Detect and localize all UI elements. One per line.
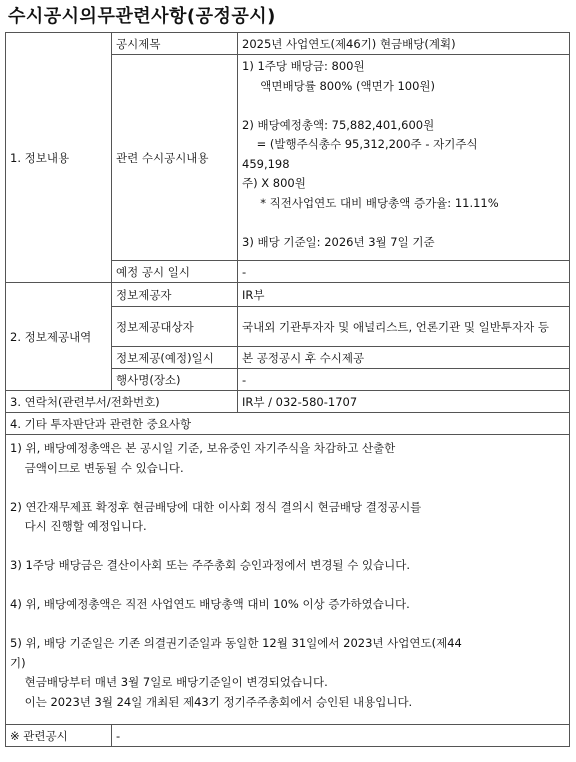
text-line (10, 478, 565, 498)
content-label: 관련 수시공시내용 (112, 55, 238, 261)
table-row (6, 283, 570, 307)
text-line: 5) 위, 배당 기준일은 기존 의결권기준일과 동일한 12월 31일에서 2023년 사업연도(제44 (10, 636, 462, 650)
content-lines (242, 57, 565, 252)
text-line (242, 96, 565, 116)
text-line: 현금배당부터 매년 3월 7일로 배당기준일이 변경되었습니다. (10, 675, 328, 689)
text-line: 3) 1주당 배당금은 결산이사회 또는 주주총회 승인과정에서 변경될 수 있습니다. (10, 558, 411, 572)
provider-label: 정보제공자 (112, 283, 238, 307)
text-line (242, 213, 565, 233)
page-title: 수시공시의무관련사항(공정공시) (8, 6, 276, 27)
other-matters-label: 4. 기타 투자판단과 관련한 중요사항 (6, 413, 570, 435)
table-row (6, 413, 570, 435)
related-value: - (112, 725, 570, 747)
target-value: 국내외 기관투자자 및 애널리스트, 언론기관 및 일반투자자 등 (238, 307, 570, 347)
table-row (6, 725, 570, 747)
section2-header: 2. 정보제공내역 (6, 283, 112, 391)
text-line: 금액이므로 변동될 수 있습니다. (10, 460, 184, 475)
text-line (10, 615, 565, 635)
text-line: 3) 배당 기준일: 2026년 3월 7일 기준 (242, 234, 435, 249)
text-line: 액면배당률 800% (액면가 100원) (242, 78, 436, 93)
event-label: 행사명(장소) (112, 369, 238, 391)
event-value: - (238, 369, 570, 391)
table-row (6, 435, 570, 725)
text-line: 1) 1주당 배당금: 800원 (242, 59, 365, 73)
schedule-value: - (238, 261, 570, 283)
other-matters-lines (10, 439, 565, 712)
text-line: 기) (10, 655, 26, 670)
text-line: 4) 위, 배당예정총액은 직전 사업연도 배당총액 대비 10% 이상 증가하였습니다. (10, 597, 410, 611)
contact-label: 3. 연락처(관련부서/전화번호) (6, 391, 238, 413)
table-row (6, 391, 570, 413)
related-label: ※ 관련공시 (6, 725, 112, 747)
contact-value: IR부 / 032-580-1707 (238, 391, 570, 413)
date-value: 본 공정공시 후 수시제공 (238, 347, 570, 369)
text-line: * 직전사업연도 대비 배당총액 증가율: 11.11% (242, 195, 499, 210)
content-value (238, 55, 570, 261)
text-line: 2) 연간재무제표 확정후 현금배당에 대한 이사회 정식 결의시 현금배당 결정공시를 (10, 499, 422, 514)
other-matters-body (6, 435, 570, 725)
text-line: 1) 위, 배당예정총액은 본 공시일 기준, 보유중인 자기주식을 차감하고 산출한 (10, 441, 396, 455)
section1-header: 1. 정보내용 (6, 33, 112, 283)
text-line: 이는 2023년 3월 24일 개최된 제43기 정기주주총회에서 승인된 내용입니다. (10, 694, 413, 709)
date-label: 정보제공(예정)일시 (112, 347, 238, 369)
subject-label: 공시제목 (112, 33, 238, 55)
subject-value: 2025년 사업연도(제46기) 현금배당(계획) (238, 33, 570, 55)
text-line: 다시 진행할 예정입니다. (10, 519, 147, 533)
table-row (6, 33, 570, 55)
text-line: 459,198 (242, 156, 290, 171)
text-line (10, 576, 565, 596)
disclosure-table (5, 32, 570, 747)
schedule-label: 예정 공시 일시 (112, 261, 238, 283)
target-label: 정보제공대상자 (112, 307, 238, 347)
text-line: = (발행주식총수 95,312,200주 - 자기주식 (242, 137, 478, 151)
provider-value: IR부 (238, 283, 570, 307)
text-line: 2) 배당예정총액: 75,882,401,600원 (242, 117, 435, 132)
text-line: 주) X 800원 (242, 176, 306, 190)
text-line (10, 537, 565, 557)
